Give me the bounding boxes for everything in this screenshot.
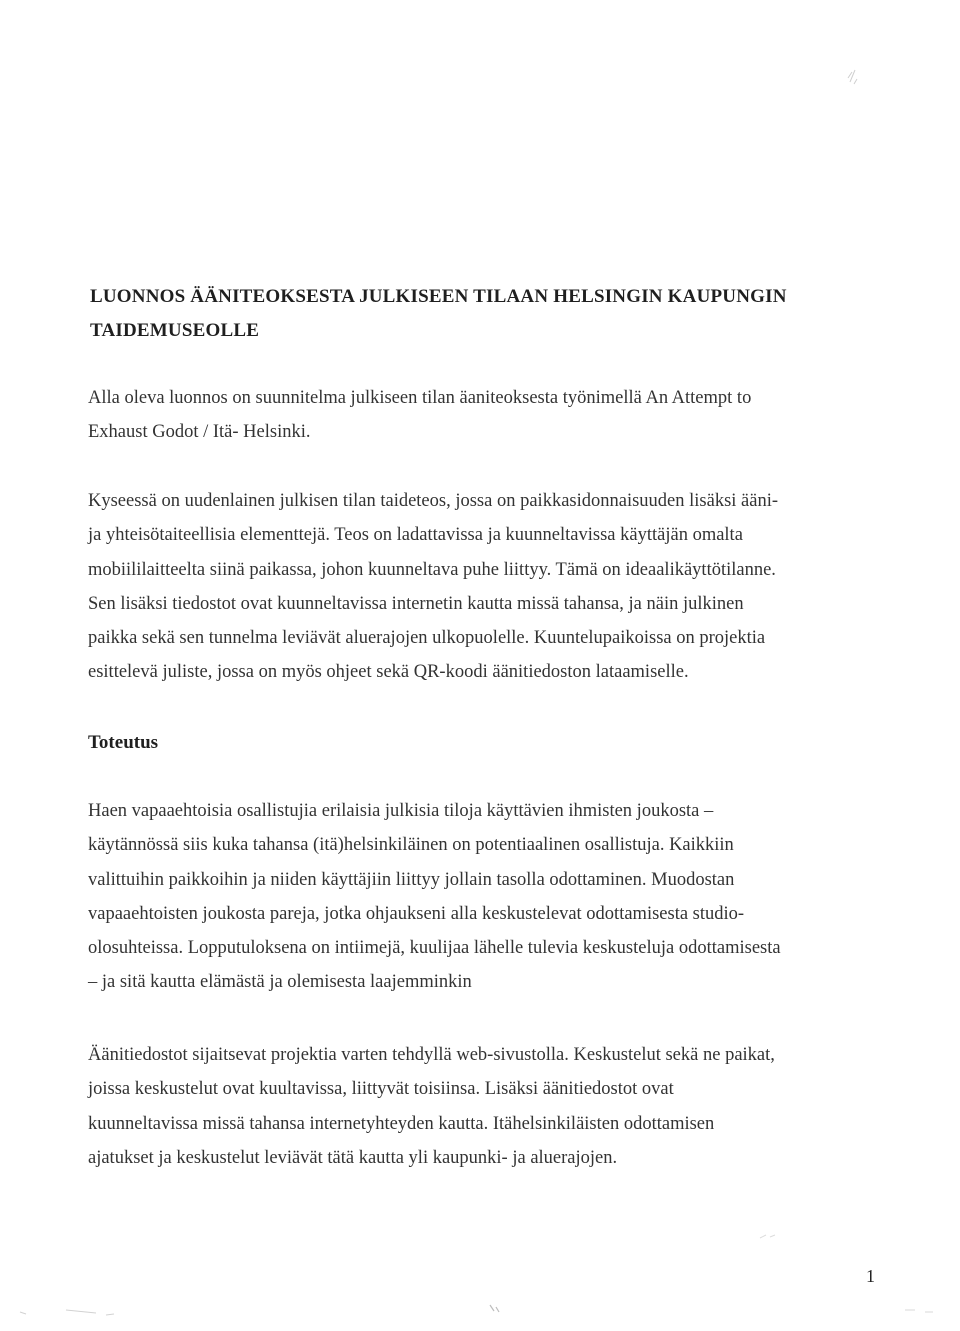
implementation-line: käytännössä siis kuka tahansa (itä)helsinkiläinen on potentiaalinen osallistuja. Kaikkiin [88,835,734,856]
audio-line: kuunneltavissa missä tahansa internetyhteyden kautta. Itähelsinkiläisten odottamisen [88,1113,715,1134]
scan-speck [20,1310,114,1315]
description-line: Kyseessä on uudenlainen julkisen tilan taideteos, jossa on paikkasidonnaisuuden lisäksi ääni- [88,491,779,511]
audio-line: ajatukset ja keskustelut leviävät tätä kautta yli kaupunki- ja aluerajojen. [88,1147,618,1168]
audio-paragraph [88,1038,888,1175]
implementation-line: Haen vapaaehtoisia osallistujia erilaisia julkisia tiloja käyttävien ihmisten joukosta – [88,801,714,821]
document-title [90,280,890,348]
description-line: Sen lisäksi tiedostot ovat kuunneltavissa internetin kautta missä tahansa, ja näin julkinen [88,593,744,614]
intro-line: Exhaust Godot / Itä- Helsinki. [88,422,311,443]
scan-speck [490,1305,499,1312]
implementation-line: vapaaehtoisten joukosta pareja, jotka ohjaukseni alla keskustelevat odottamisesta studio- [88,903,745,924]
description-paragraph [88,484,888,690]
page-number: 1 [866,1266,875,1286]
title-line: TAIDEMUSEOLLE [90,320,260,341]
description-line: mobiililaitteelta siinä paikassa, johon kuunneltava puhe liittyy. Tämä on ideaalikäyttötilanne. [88,559,776,580]
section-heading: Toteutus [88,732,159,753]
title-line: LUONNOS ÄÄNITEOKSESTA JULKISEEN TILAAN HELSINGIN KAUPUNGIN [90,286,787,307]
implementation-paragraph [88,794,888,1000]
scan-speck [848,70,857,84]
description-line: ja yhteisötaiteellisia elementtejä. Teos on ladattavissa ja kuunneltavissa käyttäjän omalta [88,525,743,546]
scan-speck [760,1235,775,1238]
description-line: paikka sekä sen tunnelma leviävät aluerajojen ulkopuolelle. Kuuntelupaikoissa on projektia [88,628,766,649]
implementation-line: – ja sitä kautta elämästä ja olemisesta laajemminkin [88,972,472,993]
intro-paragraph [88,381,888,450]
implementation-line: valittuihin paikkoihin ja niiden käyttäjiin liittyy jollain tasolla odottaminen. Muodostan [88,869,735,890]
intro-line: Alla oleva luonnos on suunnitelma julkiseen tilan äaniteoksesta työnimellä An Attempt to [88,388,752,408]
description-line: esittelevä juliste, jossa on myös ohjeet sekä QR-koodi äänitiedoston lataamiselle. [88,662,689,683]
audio-line: joissa keskustelut ovat kuultavissa, liittyvät toisiinsa. Lisäksi äänitiedostot ovat [88,1079,674,1100]
audio-line: Äänitiedostot sijaitsevat projektia varten tehdyllä web-sivustolla. Keskustelut sekä ne paikat, [88,1045,775,1065]
implementation-line: olosuhteissa. Lopputuloksena on intiimejä, kuulijaa lähelle tulevia keskusteluja odottamisesta [88,938,781,959]
scan-speck [905,1310,933,1312]
